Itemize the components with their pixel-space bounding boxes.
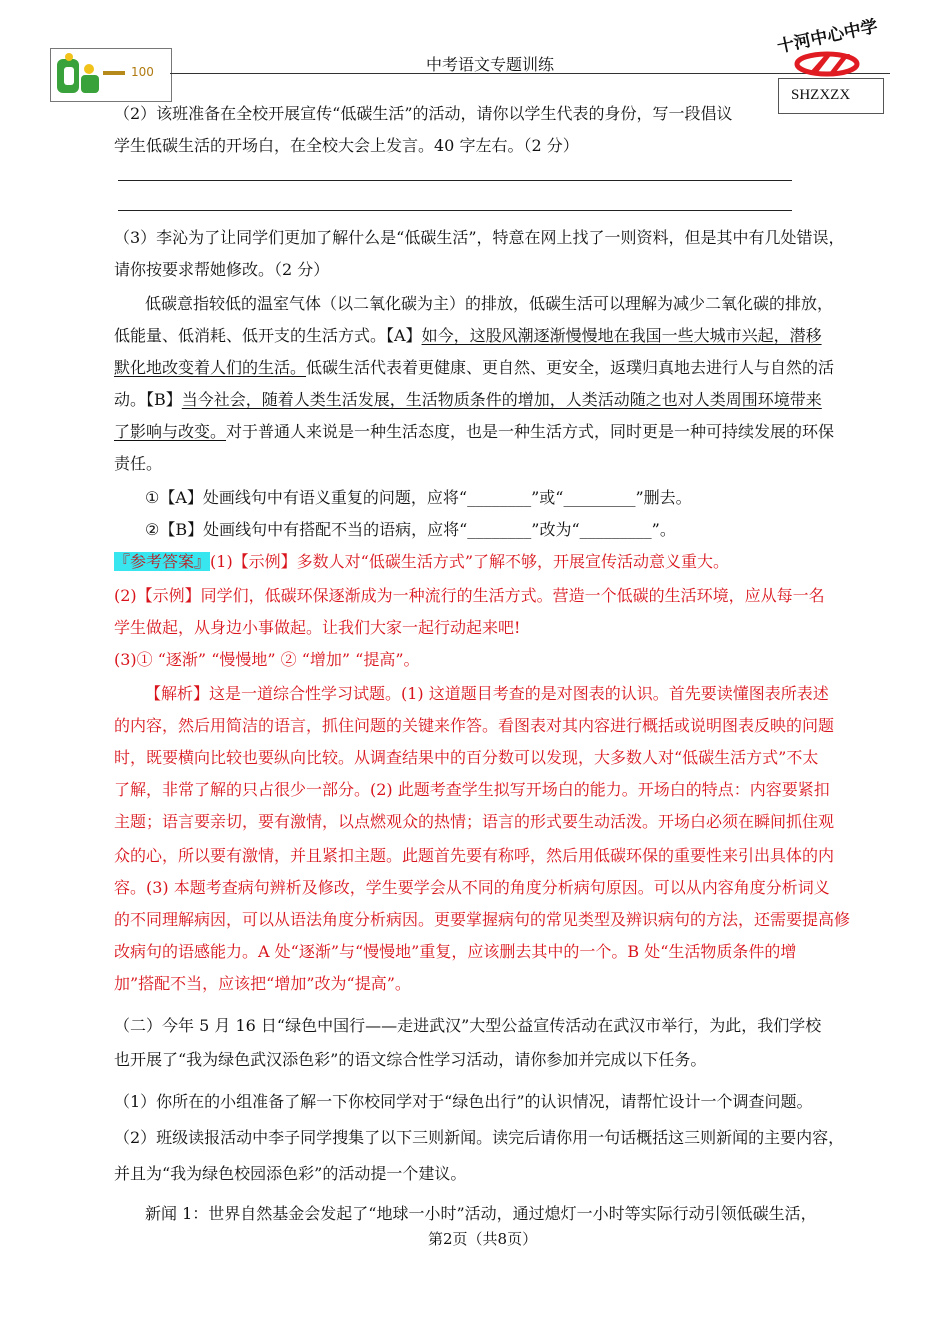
subquestion-b: ②【B】处画线句中有搭配不当的语病，应将“________”改为“_________”。 xyxy=(145,520,676,539)
explanation-line-3: 时，既要横向比较也要纵向比较。从调查结果中的百分数可以发现，大多数人对“低碳生活方式”不太 xyxy=(114,748,819,767)
explanation-line-10: 加”搭配不当，应该把“增加”改为“提高”。 xyxy=(114,974,411,993)
explanation-line-7: 容。(3) 本题考查病句辨析及修改，学生要学会从不同的角度分析病句原因。可以从内容角度分析词义 xyxy=(114,878,830,897)
answer-1: (1)【示例】多数人对“低碳生活方式”了解不够，开展宣传活动意义重大。 xyxy=(210,552,730,571)
passage-line-4 xyxy=(114,388,874,412)
explanation-line-6: 众的心，所以要有激情，并且紧扣主题。此题首先要有称呼，然后用低碳环保的重要性来引出具体的内 xyxy=(114,846,835,865)
explanation-line-2: 的内容，然后用简洁的语言，抓住问题的关键来作答。看图表对其内容进行概括或说明图表反映的问题 xyxy=(114,716,835,735)
q2-line-1: （2）该班准备在全校开展宣传“低碳生活”的活动，请你以学生代表的身份，写一段倡议 xyxy=(114,104,733,123)
q3-line-2: 请你按要求帮她修改。（2 分） xyxy=(114,260,330,279)
answer-blank-line-2 xyxy=(118,210,792,211)
part2-intro-line-2: 也开展了“我为绿色武汉添色彩”的语文综合性学习活动，请你参加并完成以下任务。 xyxy=(114,1050,707,1069)
answer-blank-line-1 xyxy=(118,180,792,181)
passage-text: 对于普通人来说是一种生活态度，也是一种生活方式，同时更是一种可持续发展的环保 xyxy=(226,422,835,441)
explanation-line-1: 【解析】这是一道综合性学习试题。(1) 这道题目考查的是对图表的认识。首先要读懂图表所表述 xyxy=(145,684,829,703)
answer-tag: 『参考答案』 xyxy=(114,552,211,571)
explanation-line-5: 主题；语言要亲切，要有激情，以点燃观众的热情；语言的形式要生动活泼。开场白必须在瞬间抓住观 xyxy=(114,812,835,831)
page-header-title: 中考语文专题训练 xyxy=(426,55,555,74)
underlined-sentence-b: 当今社会，随着人类生活发展，生活物质条件的增加，人类活动随之也对人类周围环境带来 xyxy=(181,390,822,409)
passage-line-6: 责任。 xyxy=(114,454,163,473)
q3-line-1: （3）李沁为了让同学们更加了解什么是“低碳生活”，特意在网上找了一则资料，但是其中有几处错误， xyxy=(114,228,845,247)
part2-question-2-line-2: 并且为“我为绿色校园添色彩”的活动提一个建议。 xyxy=(114,1164,467,1183)
underlined-sentence-a: 如今，这股风潮逐渐慢慢地在我国一些大城市兴起，潜移 xyxy=(421,326,822,345)
passage-line-5 xyxy=(114,420,874,444)
passage-text: 低能量、低消耗、低开支的生活方式。【A】 xyxy=(114,326,422,345)
answer-2-line-1: (2)【示例】同学们，低碳环保逐渐成为一种流行的生活方式。营造一个低碳的生活环境，应从每一名 xyxy=(114,586,825,605)
passage-line-3 xyxy=(114,356,874,380)
passage-line-1: 低碳意指较低的温室气体（以二氧化碳为主）的排放，低碳生活可以理解为减少二氧化碳的排放， xyxy=(145,294,834,313)
page-number: 第2页（共8页） xyxy=(428,1230,538,1248)
school-name: 十河中心中学 xyxy=(775,16,880,58)
answer-line-1 xyxy=(114,550,874,574)
part2-question-1: （1）你所在的小组准备了解一下你校同学对于“绿色出行”的认识情况，请帮忙设计一个调查问题。 xyxy=(114,1092,813,1111)
underlined-sentence-b-end: 了影响与改变。 xyxy=(114,422,227,441)
q2-line-2: 学生低碳生活的开场白，在全校大会上发言。40 字左右。（2 分） xyxy=(114,136,579,155)
logo-number: 100 xyxy=(131,65,154,79)
part2-question-2-line-1: （2）班级读报活动中李子同学搜集了以下三则新闻。读完后请你用一句话概括这三则新闻的主要内容， xyxy=(114,1128,845,1147)
passage-text: 动。【B】 xyxy=(114,390,182,409)
part2-intro-line-1: （二）今年 5 月 16 日“绿色中国行——走进武汉”大型公益宣传活动在武汉市举行，为此，我们学校 xyxy=(114,1016,822,1035)
header-logo xyxy=(50,48,172,102)
underlined-sentence-a-end: 默化地改变着人们的生活。 xyxy=(114,358,307,377)
news-1: 新闻 1：世界自然基金会发起了“地球一小时”活动，通过熄灯一小时等实际行动引领低碳生活， xyxy=(145,1204,817,1223)
school-code: SHZXZX xyxy=(791,87,851,103)
explanation-line-9: 改病句的语感能力。A 处“逐渐”与“慢慢地”重复，应该删去其中的一个。B 处“生活物质条件的增 xyxy=(114,942,797,961)
subquestion-a: ①【A】处画线句中有语义重复的问题，应将“________”或“_________”删去。 xyxy=(145,488,692,507)
explanation-line-4: 了解，非常了解的只占很少一部分。(2) 此题考查学生拟写开场白的能力。开场白的特点：内容要紧扣 xyxy=(114,780,830,799)
answer-3: (3)① “逐渐” “慢慢地” ② “增加” “提高”。 xyxy=(114,650,420,669)
school-emblem-icon xyxy=(792,48,862,78)
passage-text: 低碳生活代表着更健康、更自然、更安全，返璞归真地去进行人与自然的活 xyxy=(306,358,835,377)
passage-line-2 xyxy=(114,324,874,348)
explanation-line-8: 的不同理解病因，可以从语法角度分析病因。更要掌握病句的常见类型及辨识病句的方法，还需要提高修 xyxy=(114,910,851,929)
answer-2-line-2: 学生做起，从身边小事做起。让我们大家一起行动起来吧! xyxy=(114,618,521,637)
